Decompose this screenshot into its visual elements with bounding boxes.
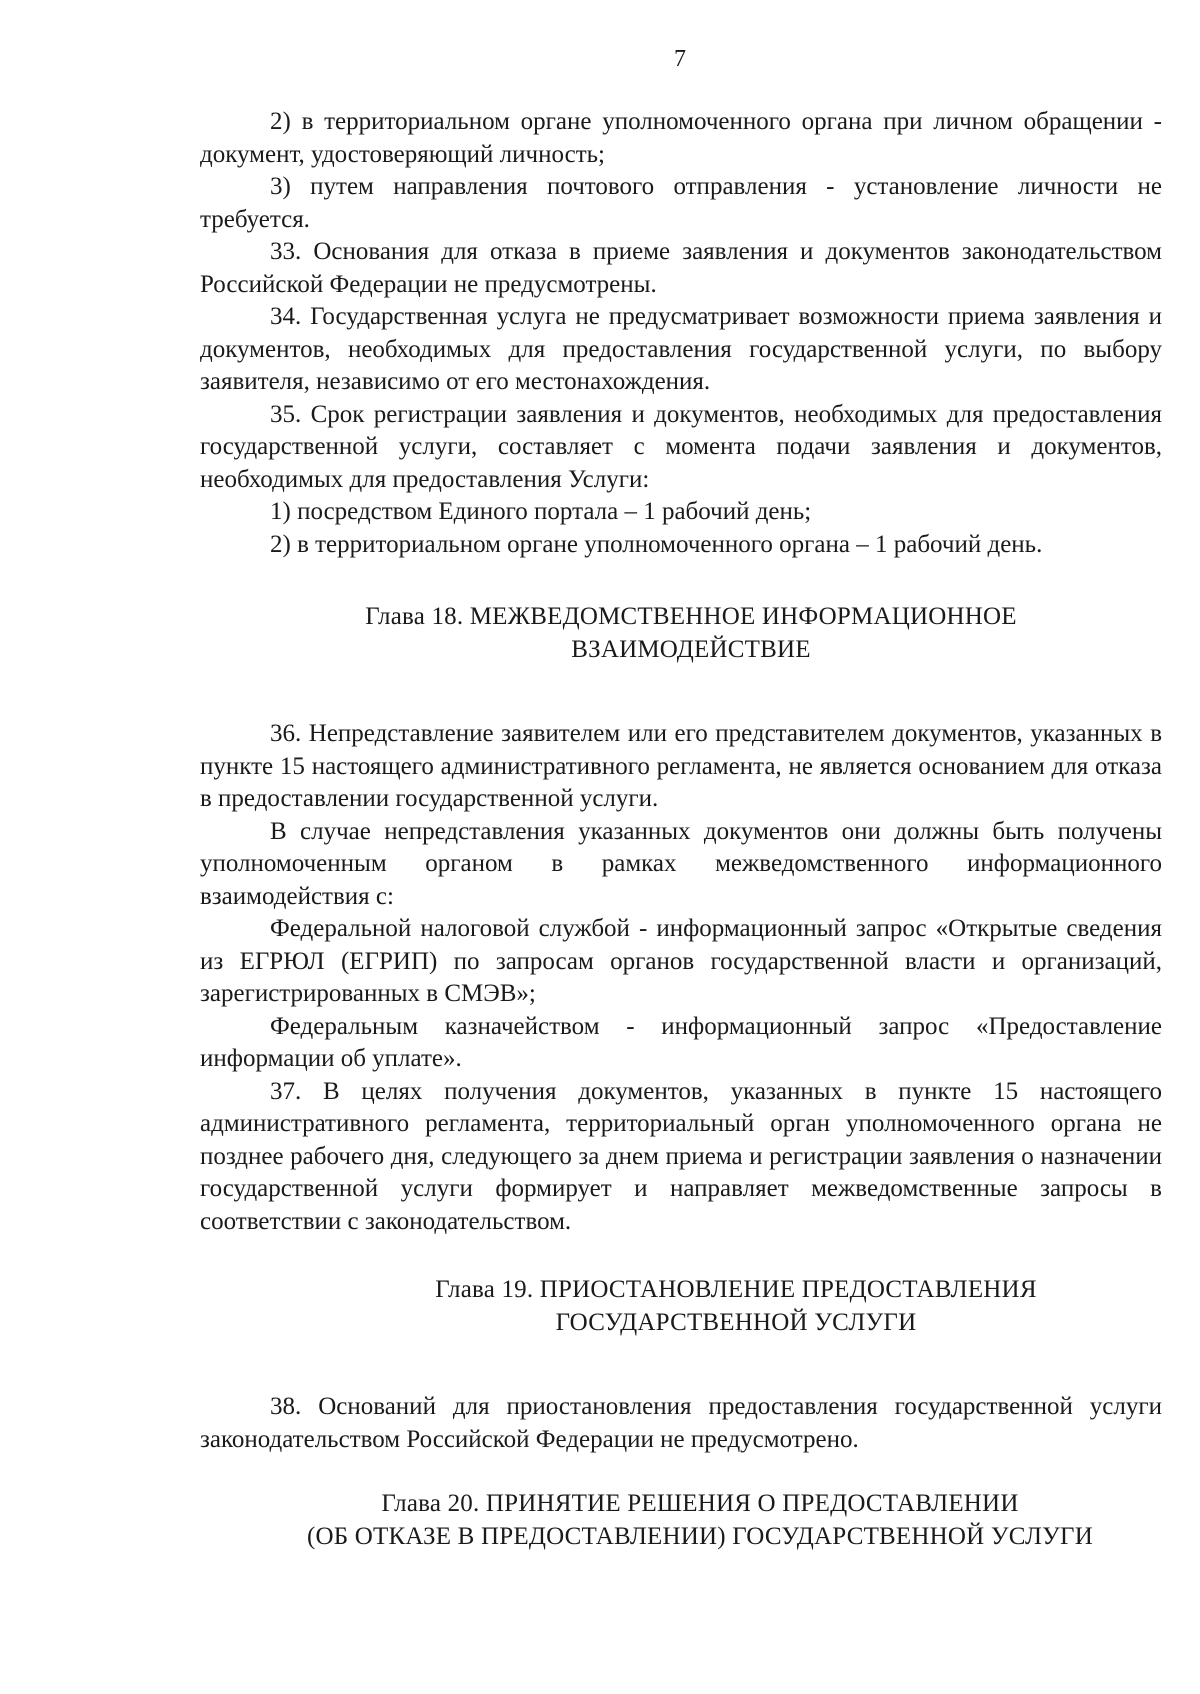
paragraph: 38. Оснований для приостановления предоставления государственной услуги законодательством Российской Федерации не предусмотрено. <box>200 1393 1162 1453</box>
paragraph: Федеральной налоговой службой - информационный запрос «Открытые сведения из ЕГРЮЛ (ЕГРИП) по запросам органов государственной власти и организаций, зарегистрированных в СМЭВ»; <box>200 915 1162 1007</box>
chapter-heading-line: Глава 18. МЕЖВЕДОМСТВЕННОЕ ИНФОРМАЦИОННОЕ <box>365 603 1017 630</box>
paragraph: 37. В целях получения документов, указанных в пункте 15 настоящего административного регламента, территориальный орган уполномоченного органа не позднее рабочего дня, следующего за днем приема и регистрации заявления о назначении государственной услуги формирует и направляет межведомственные запросы в соответствии с законодательством. <box>200 1077 1162 1235</box>
paragraph: 2) в территориальном органе уполномоченного органа – 1 рабочий день. <box>270 530 1043 558</box>
paragraph: Федеральным казначейством - информационный запрос «Предоставление информации об уплате». <box>200 1012 1162 1072</box>
document-body <box>200 106 1162 1553</box>
page-number: 7 <box>674 46 686 72</box>
chapter-18-heading <box>200 601 1162 666</box>
paragraph: 3) путем направления почтового отправления - установление личности не требуется. <box>200 173 1162 233</box>
paragraph: 1) посредством Единого портала – 1 рабочий день; <box>270 498 812 525</box>
chapter-heading-line: ГОСУДАРСТВЕННОЙ УСЛУГИ <box>555 1308 917 1336</box>
chapter-heading-line: (ОБ ОТКАЗЕ В ПРЕДОСТАВЛЕНИИ) ГОСУДАРСТВЕННОЙ УСЛУГИ <box>307 1522 1093 1550</box>
paragraph: 36. Непредставление заявителем или его представителем документов, указанных в пункте 15 настоящего административного регламента, не является основанием для отказа в предоставлении государственной услуги. <box>200 720 1162 812</box>
chapter-heading-line: ВЗАИМОДЕЙСТВИЕ <box>571 635 811 663</box>
paragraph: 2) в территориальном органе уполномоченного органа при личном обращении - документ, удостоверяющий личность; <box>200 108 1162 168</box>
paragraph: 34. Государственная услуга не предусматривает возможности приема заявления и документов, необходимых для предоставления государственной услуги, по выбору заявителя, независимо от его местонахождения. <box>200 303 1162 395</box>
paragraph: В случае непредставления указанных документов они должны быть получены уполномоченным органом в рамках межведомственного информационного взаимодействия с: <box>200 817 1162 910</box>
chapter-19-heading <box>200 1274 1162 1339</box>
chapter-heading-line: Глава 20. ПРИНЯТИЕ РЕШЕНИЯ О ПРЕДОСТАВЛЕНИИ <box>381 1490 1019 1517</box>
paragraph: 33. Основания для отказа в приеме заявления и документов законодательством Российской Федерации не предусмотрены. <box>200 238 1162 298</box>
chapter-heading-line: Глава 19. ПРИОСТАНОВЛЕНИЕ ПРЕДОСТАВЛЕНИЯ <box>435 1276 1037 1303</box>
paragraph: 35. Срок регистрации заявления и документов, необходимых для предоставления государственной услуги, составляет с момента подачи заявления и документов, необходимых для предоставления Услуги: <box>200 400 1162 493</box>
chapter-20-heading <box>200 1488 1162 1553</box>
